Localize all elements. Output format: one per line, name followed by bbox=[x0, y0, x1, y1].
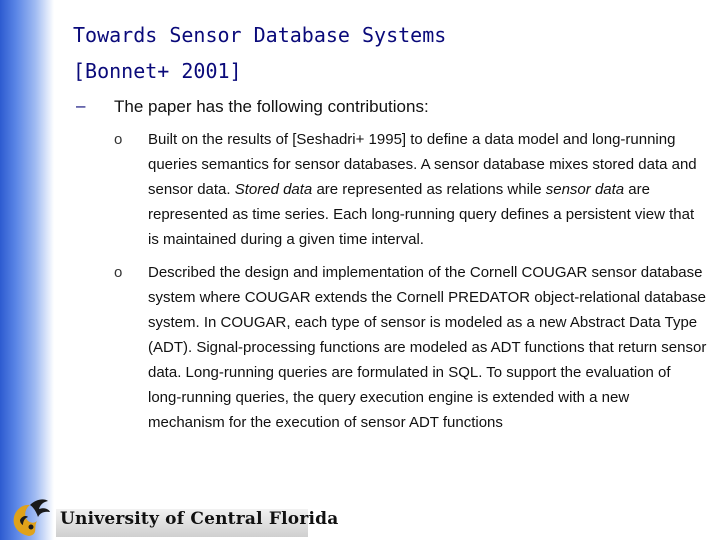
sub-bullet-text-2: Described the design and implementation of the Cornell COUGAR sensor database system where COUGAR extends the Cornell PREDATOR object-relational database system. In COUGAR, each type of sensor is modeled as a new Abstract Data Type (ADT). Signal-processing functions are modeled as ADT functions that return sensor data. Long-running queries are formulated in SQL. To support the evaluation of long-running queries, the query execution engine is extended with a new mechanism for the execution of sensor ADT functions bbox=[148, 264, 707, 431]
slide-title bbox=[73, 22, 446, 85]
pegasus-logo-icon bbox=[6, 496, 52, 538]
sub-bullet-text-1 bbox=[148, 127, 708, 252]
sub-bullet-1-em1: Stored data bbox=[234, 181, 313, 198]
bullet-heading: The paper has the following contributions: bbox=[114, 97, 429, 116]
university-name: University of Central Florida bbox=[60, 509, 339, 529]
sidebar-gradient bbox=[0, 0, 54, 540]
sub-bullet-1-part1: Built on the results of [Seshadri+ 1995] to define a data model and long-running queries semantics for sensor databases. A sensor database mixes stored data and sensor data. bbox=[148, 131, 697, 198]
title-line-1: Towards Sensor Database Systems bbox=[73, 23, 447, 47]
sub-bullet-marker: o bbox=[114, 264, 123, 281]
sub-bullet-1-em2: sensor data bbox=[545, 181, 625, 198]
sub-bullet-1-part3: are represented as time series. Each long-running query defines a persistent view that is maintained during a given time interval. bbox=[148, 181, 695, 248]
bullet-dash-marker: – bbox=[76, 96, 86, 115]
sub-bullet-marker: o bbox=[114, 131, 123, 148]
title-line-2: [Bonnet+ 2001] bbox=[73, 59, 242, 83]
sub-bullet-1-part2: are represented as relations while bbox=[312, 181, 546, 198]
